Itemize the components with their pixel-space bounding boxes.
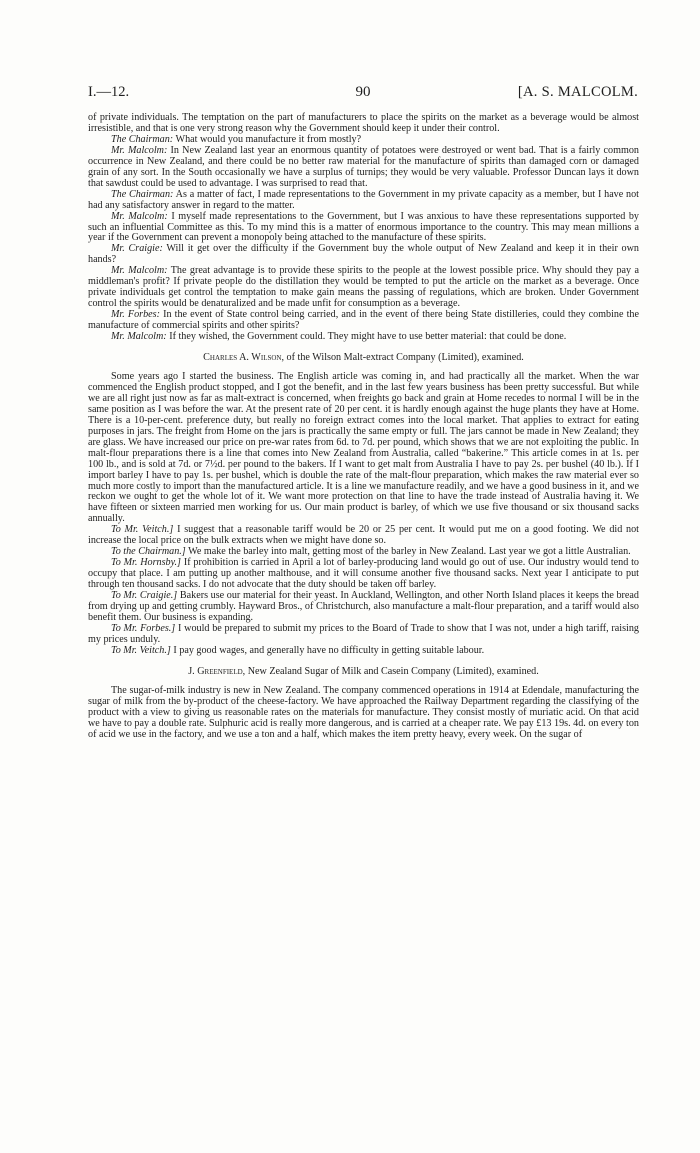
speaker: Mr. Malcolm: bbox=[111, 265, 168, 277]
speaker: Mr. Malcolm: bbox=[111, 331, 167, 343]
witness-heading-name: J. Greenfield bbox=[188, 665, 243, 677]
page-reference: I.—12. bbox=[88, 84, 130, 100]
speaker: To Mr. Veitch.] bbox=[111, 524, 174, 536]
paragraph: Some years ago I started the business. The English article was coming in, and had practically all the market. When the war commenced the English product stopped, and I got the benefit, and in the last few years business has been pretty successful. But while we are all right just now as far as malt-extract is concerned, when freights go back and grain at Home recedes to normal I will be in the same position as I was before the war. At the present rate of 20 per cent. it is hardly enough against the huge plants they have at Home. There is a 10-per-cent. preference duty, but really no foreign extract comes into the local market. That applies to extract for eating purposes in jars. The freight from Home on the jars is practically the same empty or full. The jars cannot be made in New Zealand; they are glass. We have increased our price on pre-war rates from 6d. to 7d. per pound, which shows that we are not exploiting the public. In malt-flour preparations there is a line that comes into New Zealand from Australia, called “bakerine.” This article comes in at 1s. per 100 lb., and is sold at 7d. or 7½d. per pound to the bakers. If I want to get malt from Australia I have to pay 2s. per bushel (40 lb.). If I import barley I have to pay 1s. per bushel, which is double the rate of the malt-flour preparation, which makes the raw material ever so much more costly to import than the manufactured article. It is a line we manufacture readily, and we have a good business in it, and we reckon we ought to get the whole lot of it. We want more protection on that line to have the trade instead of Australia having it. We have fifteen or sixteen married men working for us. Our main product is barley, of which we use five thousand or six thousand sacks annually. bbox=[88, 370, 639, 525]
speaker: Mr. Malcolm: bbox=[111, 144, 168, 156]
speaker: Mr. Craigie: bbox=[111, 243, 163, 255]
speaker: To the Chairman.] bbox=[111, 546, 186, 558]
paragraph: To Mr. Veitch.] I pay good wages, and generally have no difficulty in getting suitable labour. bbox=[111, 644, 485, 656]
paragraph: Mr. Forbes: In the event of State control being carried, and in the event of there being State distilleries, could they combine the manufacture of commercial spirits and other spirits? bbox=[88, 309, 639, 332]
paragraph: To Mr. Hornsby.] If prohibition is carried in April a lot of barley-producing land would go out of use. Our industry would tend to occupy that place. I am putting up another malthouse, and it will consume another five thousand sacks. Next year I anticipate to put through ten thousand sacks. I do not advocate that the duty should be taken off barley. bbox=[88, 557, 639, 591]
document-body bbox=[88, 113, 639, 740]
speaker: Mr. Malcolm: bbox=[111, 210, 168, 222]
paragraph: Mr. Malcolm: If they wished, the Government could. They might have to use better material: that could be done. bbox=[111, 331, 567, 343]
witness-heading-greenfield: J. Greenfield, New Zealand Sugar of Milk and Casein Company (Limited), examined. bbox=[188, 665, 539, 677]
page-number: 90 bbox=[355, 84, 371, 100]
speaker: The Chairman: bbox=[111, 188, 174, 200]
speaker: To Mr. Veitch.] bbox=[111, 644, 171, 656]
paragraph: of private individuals. The temptation on the part of manufacturers to place the spirits on the market as a beverage would be almost irresistible, and that is one very strong reason why the Government should keep it under their control. bbox=[88, 112, 639, 134]
speaker: The Chairman: bbox=[111, 133, 174, 145]
speaker: To Mr. Craigie.] bbox=[111, 590, 178, 602]
paragraph: Mr. Malcolm: In New Zealand last year an enormous quantity of potatoes were destroyed or went bad. That is a fairly common occurrence in New Zealand, and there could be no better raw material for the manufacture of spirits than damaged corn or damaged grain of any sort. In the South occasionally we have a surplus of turnips; they would be very valuable. Professor Duncan lays it down that sawdust could be used to advantage. I was surprised to read that. bbox=[88, 144, 639, 189]
paragraph: Mr. Malcolm: The great advantage is to provide these spirits to the people at the lowest possible price. Why should they pay a middleman's profit? If private people do the distillation they would be tempted to put the article on the market as a beverage. Once private individuals get control the temptation to make gain means the passing of regulations, which are broken. Under Government control the spirits would be denaturalized and be made unfit for consumption as a beverage. bbox=[88, 265, 639, 310]
paragraph: The Chairman: As a matter of fact, I made representations to the Government in my private capacity as a member, but I have not had any satisfactory answer in regard to the matter. bbox=[88, 188, 639, 211]
witness-heading-wilson: Charles A. Wilson, of the Wilson Malt-extract Company (Limited), examined. bbox=[203, 352, 524, 364]
speaker: To Mr. Forbes.] bbox=[111, 622, 176, 634]
paragraph: To the Chairman.] We make the barley into malt, getting most of the barley in New Zealand. Last year we got a little Australian. bbox=[111, 546, 631, 558]
paragraph: The sugar-of-milk industry is new in New Zealand. The company commenced operations in 1914 at Edendale, manufacturing the sugar of milk from the by-product of the cheese-factory. We have approached the Railway Department regarding the classifying of the product with a view to giving us reasonable rates on the materials for manufacture. They consist mostly of muriatic acid. On that acid we have to pay a double rate. Sulphuric acid is really more dangerous, and is carried at a cheaper rate. We pay £13 19s. 4d. on every ton of acid we use in the factory, and we use a ton and a half, which makes the item pretty heavy, every week. On the sugar of bbox=[88, 684, 639, 740]
page-header bbox=[88, 84, 638, 104]
paragraph: Mr. Craigie: Will it get over the difficulty if the Government buy the whole output of New Zealand and keep it in their own hands? bbox=[88, 243, 639, 266]
speaker: To Mr. Hornsby.] bbox=[111, 557, 182, 569]
paragraph: The Chairman: What would you manufacture it from mostly? bbox=[111, 133, 362, 145]
speaker: Mr. Forbes: bbox=[111, 309, 160, 321]
paragraph: Mr. Malcolm: I myself made representations to the Government, but I was anxious to have these representations supported by such an influential Committee as this. To my mind this is a matter of enormous importance to the country. This may mean millions a year if the Government can prevent a monopoly being attached to the manufacture of these spirits. bbox=[88, 210, 639, 244]
paragraph: To Mr. Craigie.] Bakers use our material for their yeast. In Auckland, Wellington, and other North Island places it keeps the bread from drying up and getting crumbly. Hayward Bros., of Christchurch, also manufacture a malt-flour preparation, and a tariff would also benefit them. Our business is expanding. bbox=[88, 590, 639, 623]
witness-name: [A. S. MALCOLM. bbox=[517, 84, 638, 100]
witness-heading-name: Charles A. Wilson bbox=[203, 352, 282, 364]
paragraph: To Mr. Veitch.] I suggest that a reasonable tariff would be 20 or 25 per cent. It would put me on a good footing. We did not increase the local price on the bulk extracts when we might have done so. bbox=[88, 524, 639, 547]
paragraph: To Mr. Forbes.] I would be prepared to submit my prices to the Board of Trade to show that I was not, under a high tariff, raising my prices unduly. bbox=[88, 622, 639, 645]
